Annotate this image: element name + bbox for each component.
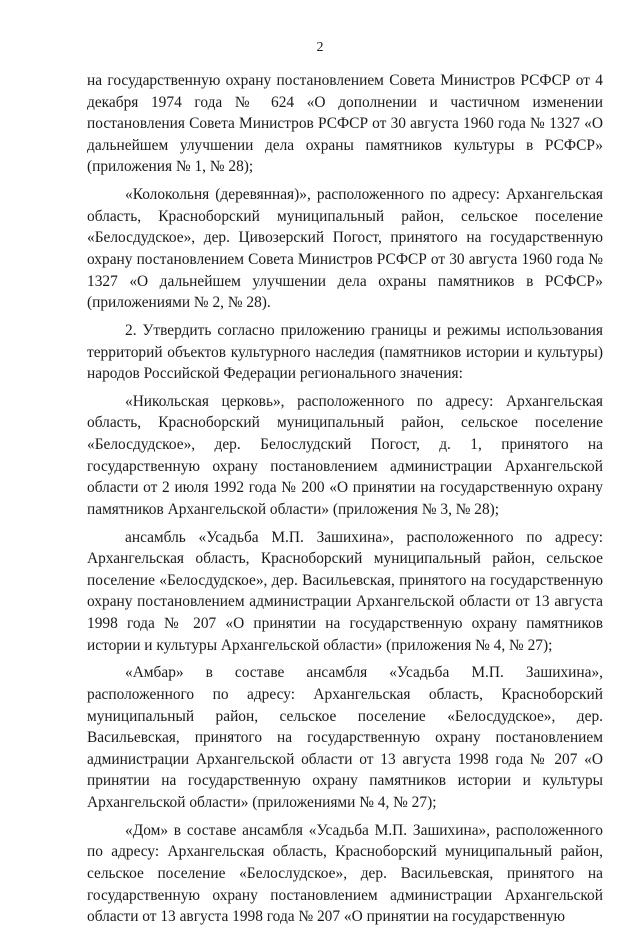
page-number: 2 [316, 40, 324, 55]
paragraph-barn: «Амбар» в составе ансамбля «Усадьба М.П. Зашихина», расположенного по адресу: Архангельская область, Красноборский муниципальный район, сельское поселение «Белосдудское», дер. Васильевская, принятого на государственную охрану постановлением администрации Архангельской области от 13 августа 1998 года № 207 «О принятии на государственную охрану памятников истории и культуры Архангельской области» (приложениями № 4, № 27); [87, 664, 603, 811]
paragraph-continuation: на государственную охрану постановлением Совета Министров РСФСР от 4 декабря 1974 года № 624 «О дополнении и частичном изменении постановления Совета Министров РСФСР от 30 августа 1960 года № 1327 «О дальнейшем улучшении дела охраны памятников культуры в РСФСР» (приложения № 1, № 28); [87, 72, 603, 176]
document-body [87, 70, 603, 934]
paragraph-zashikhin-ensemble: ансамбль «Усадьба М.П. Зашихина», расположенного по адресу: Архангельская область, Красноборский муниципальный район, сельское поселение «Белосдудское», дер. Васильевская, принятого на государственную охрану постановлением администрации Архангельской области от 13 августа 1998 года № 207 «О принятии на государственную охрану памятников истории и культуры Архангельской области» (приложения № 4, № 27); [87, 528, 603, 654]
paragraph-bell-tower: «Колокольня (деревянная)», расположенного по адресу: Архангельская область, Красноборский муниципальный район, сельское поселение «Белосдудское», дер. Цивозерский Погост, принятого на государственную охрану постановлением Совета Министров РСФСР от 30 августа 1960 года № 1327 «О дальнейшем улучшении дела охраны памятников в РСФСР» (приложениями № 2, № 28). [87, 186, 603, 312]
paragraph-nikolskaya-church: «Никольская церковь», расположенного по адресу: Архангельская область, Красноборский муниципальный район, сельское поселение «Белосдудское», дер. Белослудский Погост, д. 1, принятого на государственную охрану постановлением администрации Архангельской области от 2 июля 1992 года № 200 «О принятии на государственную охрану памятников Архангельской области» (приложения № 3, № 28); [87, 392, 603, 518]
paragraph-item-2: 2. Утвердить согласно приложению границы и режимы использования территорий объектов культурного наследия (памятников истории и культуры) народов Российской Федерации регионального значения: [87, 321, 603, 383]
paragraph-house: «Дом» в составе ансамбля «Усадьба М.П. Зашихина», расположенного по адресу: Архангельская область, Красноборский муниципальный район, сельское поселение «Белослудское», дер. Васильевская, принятого на государственную охрану постановлением администрации Архангельской области от 13 августа 1998 года № 207 «О принятии на государственную [87, 821, 603, 926]
